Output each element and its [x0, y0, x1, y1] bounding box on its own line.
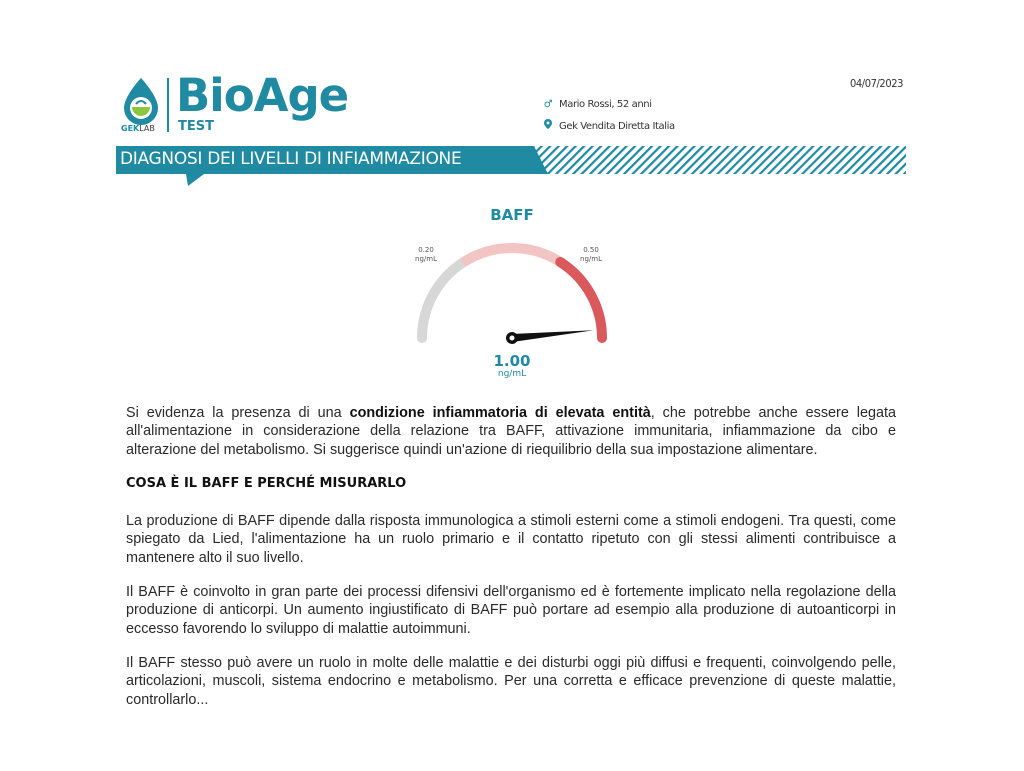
location-pin-icon [542, 119, 554, 132]
paragraph-3: Il BAFF stesso può avere un ruolo in molte delle malattie e dei disturbi oggi più diffusi e frequenti, coinvolgendo pelle, articolazioni, muscoli, sistema endocrino e metabolismo. Per una corretta e efficace prevenzione di queste malattie, controllarlo... [126, 655, 896, 708]
report-date: 04/07/2023 [849, 77, 903, 90]
company-name: GEKLAB [121, 124, 155, 133]
brand-subtitle: TEST [178, 119, 214, 134]
gauge-arc-low [422, 259, 469, 338]
paragraph-1: La produzione di BAFF dipende dalla risposta immunologica a stimoli esterni come a stimoli endogeni. Tra questi, come spiegato da Lied, l'alimentazione ha un ruolo primario e il contatto ripetuto con gli stessi alimenti contribuisce a mantenere alto il suo livello. [126, 513, 896, 566]
gauge-high-threshold: 0.50 ng/mL [580, 246, 602, 263]
gauge-needle [506, 330, 594, 344]
patient-info [542, 99, 652, 110]
gauge-arc-mid [466, 248, 562, 264]
location-info [542, 119, 675, 132]
male-icon: ♂ [543, 99, 553, 110]
gauge-low-threshold: 0.20 ng/mL [415, 246, 437, 263]
logo-divider [167, 78, 169, 132]
section-title: DIAGNOSI DEI LIVELLI DI INFIAMMAZIONE [120, 149, 462, 169]
paragraph-2: Il BAFF è coinvolto in gran parte dei processi difensivi dell'organismo ed è fortemente implicato nella regolazione della produzione di anticorpi. Un aumento ingiustificato di BAFF può portare ad esempio alla produzione di autoanticorpi in eccesso favorendo lo sviluppo di malattie autoimmuni. [126, 584, 896, 637]
intro-highlight: condizione infiammatoria di elevata entità [349, 405, 651, 421]
brand-title: BioAge [176, 69, 349, 122]
gauge-unit: ng/mL [497, 369, 527, 379]
gauge-title: BAFF [490, 206, 534, 224]
baff-gauge [400, 228, 624, 354]
section-heading: COSA È IL BAFF E PERCHÉ MISURARLO [126, 476, 407, 491]
intro-paragraph: Si evidenza la presenza di una condizione infiammatoria di elevata entità, che potrebbe anche essere legata all'alimentazione in considerazione della relazione tra BAFF, attivazione immunitaria, infiammazione da cibo e alterazione del metabolismo. Si suggerisce quindi un'azione di riequilibrio della sua impostazione alimentare. [126, 405, 896, 458]
gauge-value: 1.00 [493, 352, 531, 370]
patient-name: Mario Rossi, 52 anni [559, 99, 652, 110]
gauge-arc-high [560, 262, 602, 338]
location-name: Gek Vendita Diretta Italia [559, 121, 675, 132]
